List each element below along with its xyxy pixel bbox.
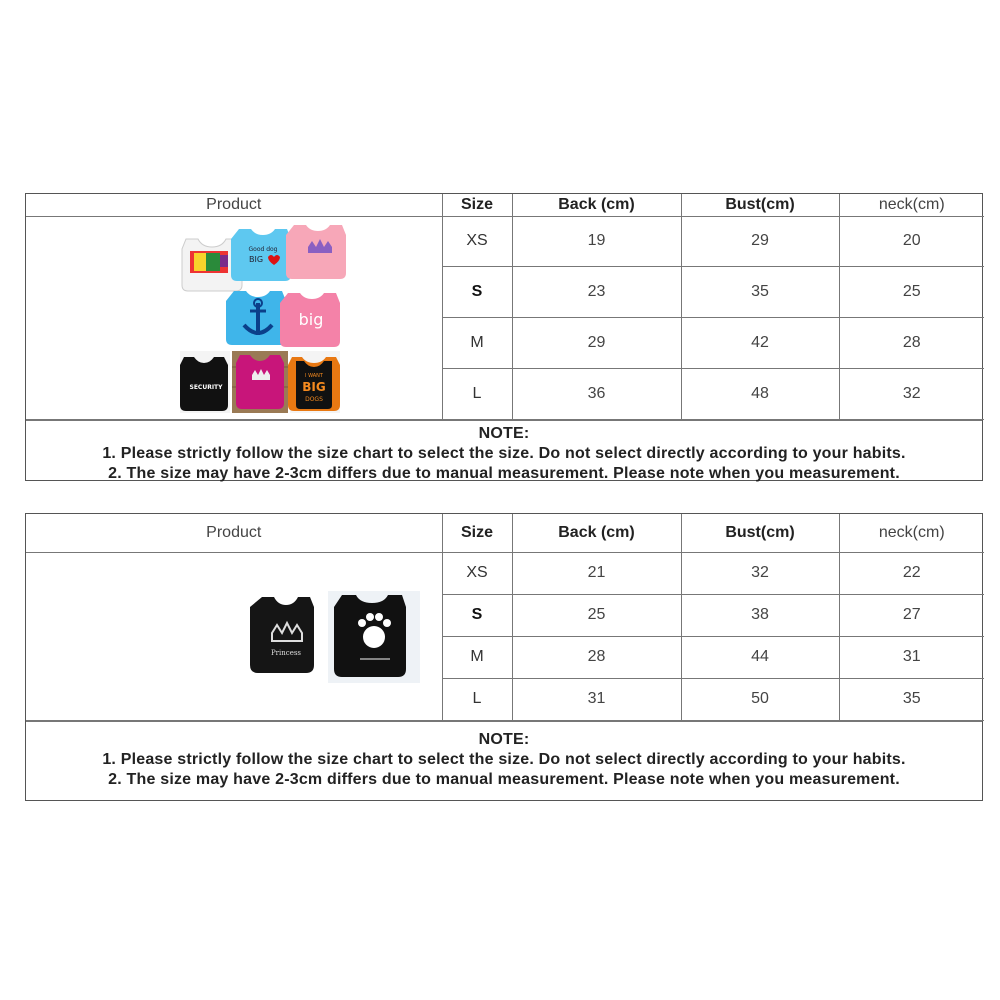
- bust-cell: 50: [681, 678, 839, 720]
- neck-cell: 35: [839, 678, 984, 720]
- princess-text: Princess: [270, 648, 302, 657]
- back-cell: 19: [512, 216, 681, 266]
- neck-cell: 20: [839, 216, 984, 266]
- back-cell: 25: [512, 594, 681, 636]
- shirt-magenta-crown: [232, 351, 288, 413]
- bust-cell: 44: [681, 636, 839, 678]
- shirt2-text: Good dog: [248, 245, 278, 253]
- product-images: [26, 216, 442, 419]
- shirt5-text: big: [298, 309, 324, 329]
- neck-cell: 32: [839, 368, 984, 419]
- back-cell: 29: [512, 317, 681, 368]
- note-title: NOTE:: [478, 730, 530, 748]
- bust-cell: 29: [681, 216, 839, 266]
- shirt2-big-text: BIG: [248, 254, 264, 264]
- header-size: Size: [442, 194, 512, 216]
- note-line-1: 1. Please strictly follow the size chart to select the size. Do not select directly according to your habits.: [102, 444, 906, 462]
- size-cell: S: [442, 266, 512, 317]
- product-collage: [26, 217, 442, 417]
- header-product: Product: [26, 514, 442, 552]
- size-cell: XS: [442, 552, 512, 594]
- shirt-black-paw: [328, 591, 420, 683]
- neck-cell: 31: [839, 636, 984, 678]
- header-product: Product: [26, 194, 442, 216]
- shirt6-text: SECURITY: [189, 383, 223, 391]
- bust-cell: 35: [681, 266, 839, 317]
- note-line-2: 2. The size may have 2-3cm differs due to manual measurement. Please note when you measurement.: [108, 770, 900, 788]
- bust-cell: 42: [681, 317, 839, 368]
- bust-cell: 38: [681, 594, 839, 636]
- size-cell: M: [442, 317, 512, 368]
- header-neck: neck(cm): [839, 194, 984, 216]
- size-chart-1: [25, 193, 983, 481]
- header-back: Back (cm): [512, 514, 681, 552]
- neck-cell: 22: [839, 552, 984, 594]
- neck-cell: 27: [839, 594, 984, 636]
- size-chart-2: [25, 513, 983, 801]
- size-cell: L: [442, 368, 512, 419]
- back-cell: 36: [512, 368, 681, 419]
- note-line-2: 2. The size may have 2-3cm differs due to manual measurement. Please note when you measurement.: [108, 464, 900, 482]
- size-cell: XS: [442, 216, 512, 266]
- size-cell: M: [442, 636, 512, 678]
- header-size: Size: [442, 514, 512, 552]
- header-neck: neck(cm): [839, 514, 984, 552]
- shirt-black-big-dogs: [288, 351, 340, 413]
- shirt-black-security: [180, 351, 230, 413]
- back-cell: 23: [512, 266, 681, 317]
- bust-cell: 32: [681, 552, 839, 594]
- shirt-pink-big: [280, 293, 340, 347]
- header-back: Back (cm): [512, 194, 681, 216]
- note-section: [26, 721, 982, 790]
- back-cell: 21: [512, 552, 681, 594]
- note-section: [26, 420, 982, 484]
- size-cell: L: [442, 678, 512, 720]
- size-cell: S: [442, 594, 512, 636]
- size-table: [26, 514, 984, 721]
- product-images: [26, 552, 442, 720]
- bust-cell: 48: [681, 368, 839, 419]
- product-collage: [26, 553, 442, 721]
- header-bust: Bust(cm): [681, 194, 839, 216]
- back-cell: 31: [512, 678, 681, 720]
- neck-cell: 28: [839, 317, 984, 368]
- shirt8-text-a: I WANT: [305, 372, 323, 379]
- shirt-black-princess: [250, 597, 314, 673]
- note-title: NOTE:: [478, 424, 530, 442]
- size-table: [26, 194, 984, 420]
- shirt-blue-heart: [231, 229, 291, 281]
- neck-cell: 25: [839, 266, 984, 317]
- back-cell: 28: [512, 636, 681, 678]
- shirt8-text-c: DOGS: [305, 395, 323, 403]
- shirt-pink-crown: [286, 225, 346, 279]
- shirt8-text-b: BIG: [302, 379, 326, 394]
- shirt-blue-anchor: [226, 291, 286, 345]
- header-bust: Bust(cm): [681, 514, 839, 552]
- note-line-1: 1. Please strictly follow the size chart to select the size. Do not select directly according to your habits.: [102, 750, 906, 768]
